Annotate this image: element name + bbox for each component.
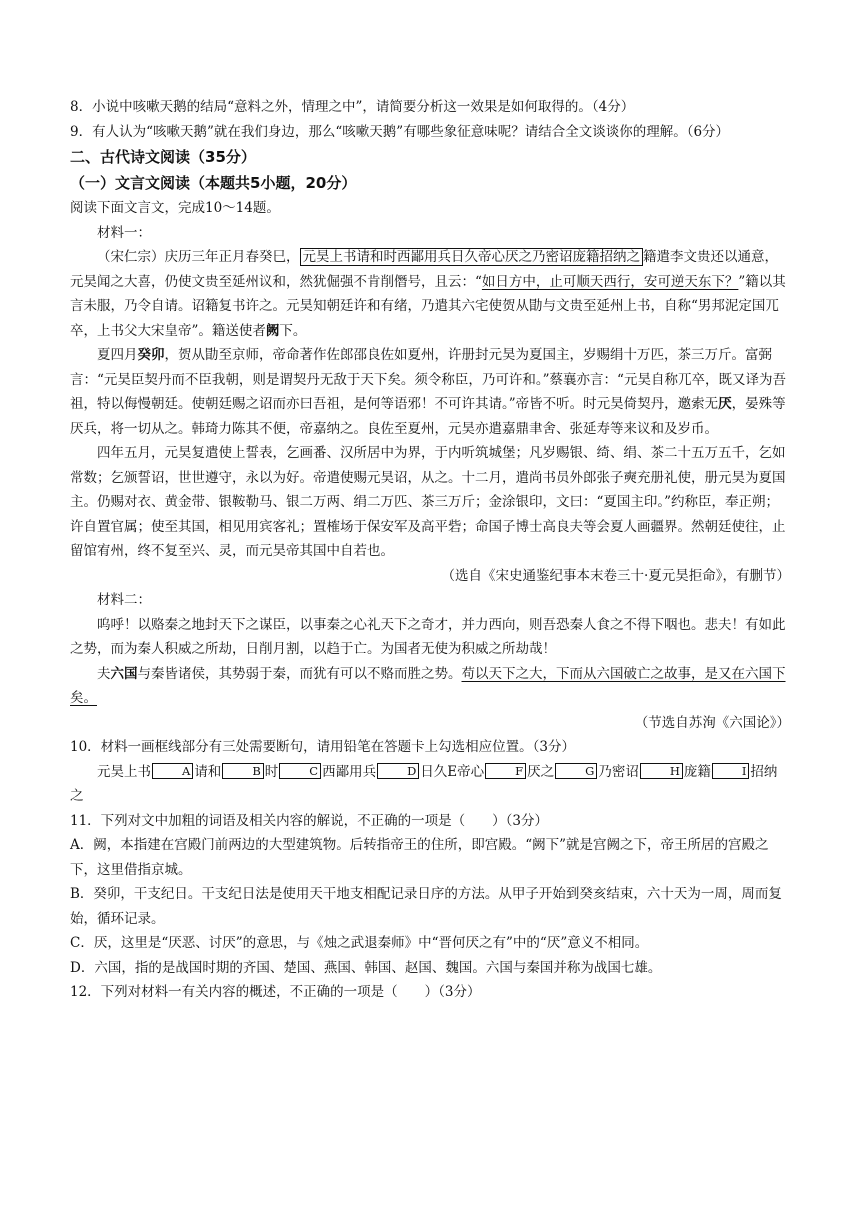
break-option-d[interactable]: D (377, 763, 419, 779)
bold-word-yan: 厌 (718, 396, 732, 412)
question-11-stem: 11．下列对文中加粗的词语及相关内容的解说，不正确的一项是（ ）（3分） (70, 812, 549, 829)
material-1-paragraph-1: （宋仁宗）庆历三年正月春癸巳， 元昊上书请和时西鄙用兵日久帝心厌之乃密诏庞籍招纳之 籍遣李文贵还以通意，元昊闻之大喜，仍使文贵至延州议和，然犹倔强不肯削僭号，且云：“如日方中，止可顺天西行，安可逆天东下？”籍以其言未服，乃令自请。诏籍复书许之。元昊知朝廷许和有绪，乃遣其六宅使贺从勖与文贵至延州上书，自称“男邦泥定国兀卒，上书父大宋皇帝”。籍送使者阙下。 (70, 249, 786, 339)
material-1-label: 材料一： (97, 224, 151, 241)
material-1-source: （选自《宋史通鉴纪事本末卷三十·夏元昊拒命》，有删节） (441, 567, 790, 584)
material-2-paragraph-2: 夫六国与秦皆诸侯，其势弱于秦，而犹有可以不赂而胜之势。苟以天下之大，下而从六国破亡之故事，是又在六国下矣。 (70, 665, 786, 706)
question-8: 8．小说中咳嗽天鹅的结局“意料之外，情理之中”，请简要分析这一效果是如何取得的。（4分） (70, 99, 635, 115)
question-11-option-d: D．六国，指的是战国时期的齐国、楚国、燕国、韩国、赵国、魏国。六国与秦国并称为战国七雄。 (70, 959, 662, 976)
reading-instruction: 阅读下面文言文，完成10～14题。 (70, 200, 280, 216)
question-10-stem: 10．材料一画框线部分有三处需要断句，请用铅笔在答题卡上勾选相应位置。（3分） (70, 739, 576, 755)
material-2-label: 材料二： (97, 592, 151, 608)
section-heading-ancient-poetry: 二、古代诗文阅读（35分） (70, 148, 256, 166)
question-9: 9．有人认为“咳嗽天鹅”就在我们身边，那么“咳嗽天鹅”有哪些象征意味呢？请结合全文谈谈你的理解。（6分） (70, 123, 730, 140)
break-option-a[interactable]: A (152, 763, 193, 779)
subsection-heading-classical-chinese: （一）文言文阅读（本题共5小题，20分） (70, 174, 357, 192)
underlined-sentence-2: 苟以天下之大，下而从六国破亡之故事，是又在六国下矣。 (70, 665, 786, 706)
material-1-paragraph-3: 四年五月，元昊复遣使上誓表，乞画番、汉所居中为界，于内听筑城堡；凡岁赐银、绮、绢、茶二十五万五千，乞如常数；乞颁誓诏，世世遵守，永以为好。帝遣使赐元昊诏，从之。十二月，遣尚书员外郎张子奭充册礼使，册元昊为夏国主。仍赐对衣、黄金带、银鞍勒马、银二万两、绢二万匹、茶三万斤；金涂银印，文曰：“夏国主印。”约称臣，奉正朔；许自置官属；使至其国，相见用宾客礼；置榷场于保安军及高平砦；命国子博士高良夫等会夏人画疆界。然朝廷使往，止留馆宥州，终不复至兴、灵，而元昊帝其国中自若也。 (70, 445, 786, 559)
material-1-paragraph-2: 夏四月癸卯，贺从勖至京师，帝命著作佐郎邵良佐如夏州，许册封元昊为夏国主，岁赐绢十万匹，茶三万斤。富弼言：“元昊臣契丹而不臣我朝，则是谓契丹无敌于天下矣。须令称臣，乃可许和。”蔡襄亦言：“元昊自称兀卒，既又译为吾祖，特以侮慢朝廷。使朝廷赐之诏而亦曰吾祖，是何等语邪！不可许其请。”帝皆不听。时元昊倚契丹，邀索无厌，晏殊等厌兵，将一切从之。韩琦力陈其不便，帝嘉纳之。良佐至夏州，元昊亦遣嘉鼎聿舍、张延寿等来议和及岁币。 (70, 347, 786, 437)
boxed-sentence: 元昊上书请和时西鄙用兵日久帝心厌之乃密诏庞籍招纳之 (300, 248, 644, 266)
break-option-c[interactable]: C (279, 763, 321, 779)
bold-word-que: 阙 (265, 322, 280, 339)
bold-word-guimao: 癸卯 (137, 347, 165, 363)
question-11-option-b: B．癸卯，干支纪日。干支纪日法是使用天干地支相配记录日序的方法。从甲子开始到癸亥结束，六十天为一周，周而复始，循环记录。 (70, 886, 782, 927)
question-12-stem: 12．下列对材料一有关内容的概述，不正确的一项是（ ）（3分） (70, 984, 481, 1000)
question-11-option-c: C．厌，这里是“厌恶、讨厌”的意思，与《烛之武退秦师》中“晋何厌之有”中的“厌”意义不相同。 (70, 935, 649, 951)
break-option-f[interactable]: F (485, 763, 526, 779)
question-10-sentence: 元昊上书 A 请和 B 时 C 西鄙用兵 D 日久E帝心 F 厌之 G 乃密诏 H 庞籍 I 招纳之 (70, 763, 778, 804)
break-option-h[interactable]: H (640, 763, 683, 779)
break-option-b[interactable]: B (222, 763, 263, 779)
material-2-source: （节选自苏洵《六国论》） (634, 714, 790, 731)
break-option-i[interactable]: I (712, 763, 750, 779)
break-option-g[interactable]: G (555, 763, 597, 779)
underlined-sentence-1: 如日方中，止可顺天西行，安可逆天东下？ (481, 273, 739, 290)
exam-page (70, 95, 790, 1005)
material-2-paragraph-1: 呜呼！以赂秦之地封天下之谋臣，以事秦之心礼天下之奇才，并力西向，则吾恐秦人食之不得下咽也。悲夫！有如此之势，而为秦人积威之所劫，日削月割，以趋于亡。为国者无使为积威之所劫哉！ (70, 616, 786, 657)
question-11-option-a: A．阙，本指建在宫殿门前两边的大型建筑物。后转指帝王的住所，即宫殿。“阙下”就是宫阙之下，帝王所居的宫殿之下，这里借指京城。 (70, 837, 769, 878)
bold-word-liuguo: 六国 (110, 665, 138, 682)
